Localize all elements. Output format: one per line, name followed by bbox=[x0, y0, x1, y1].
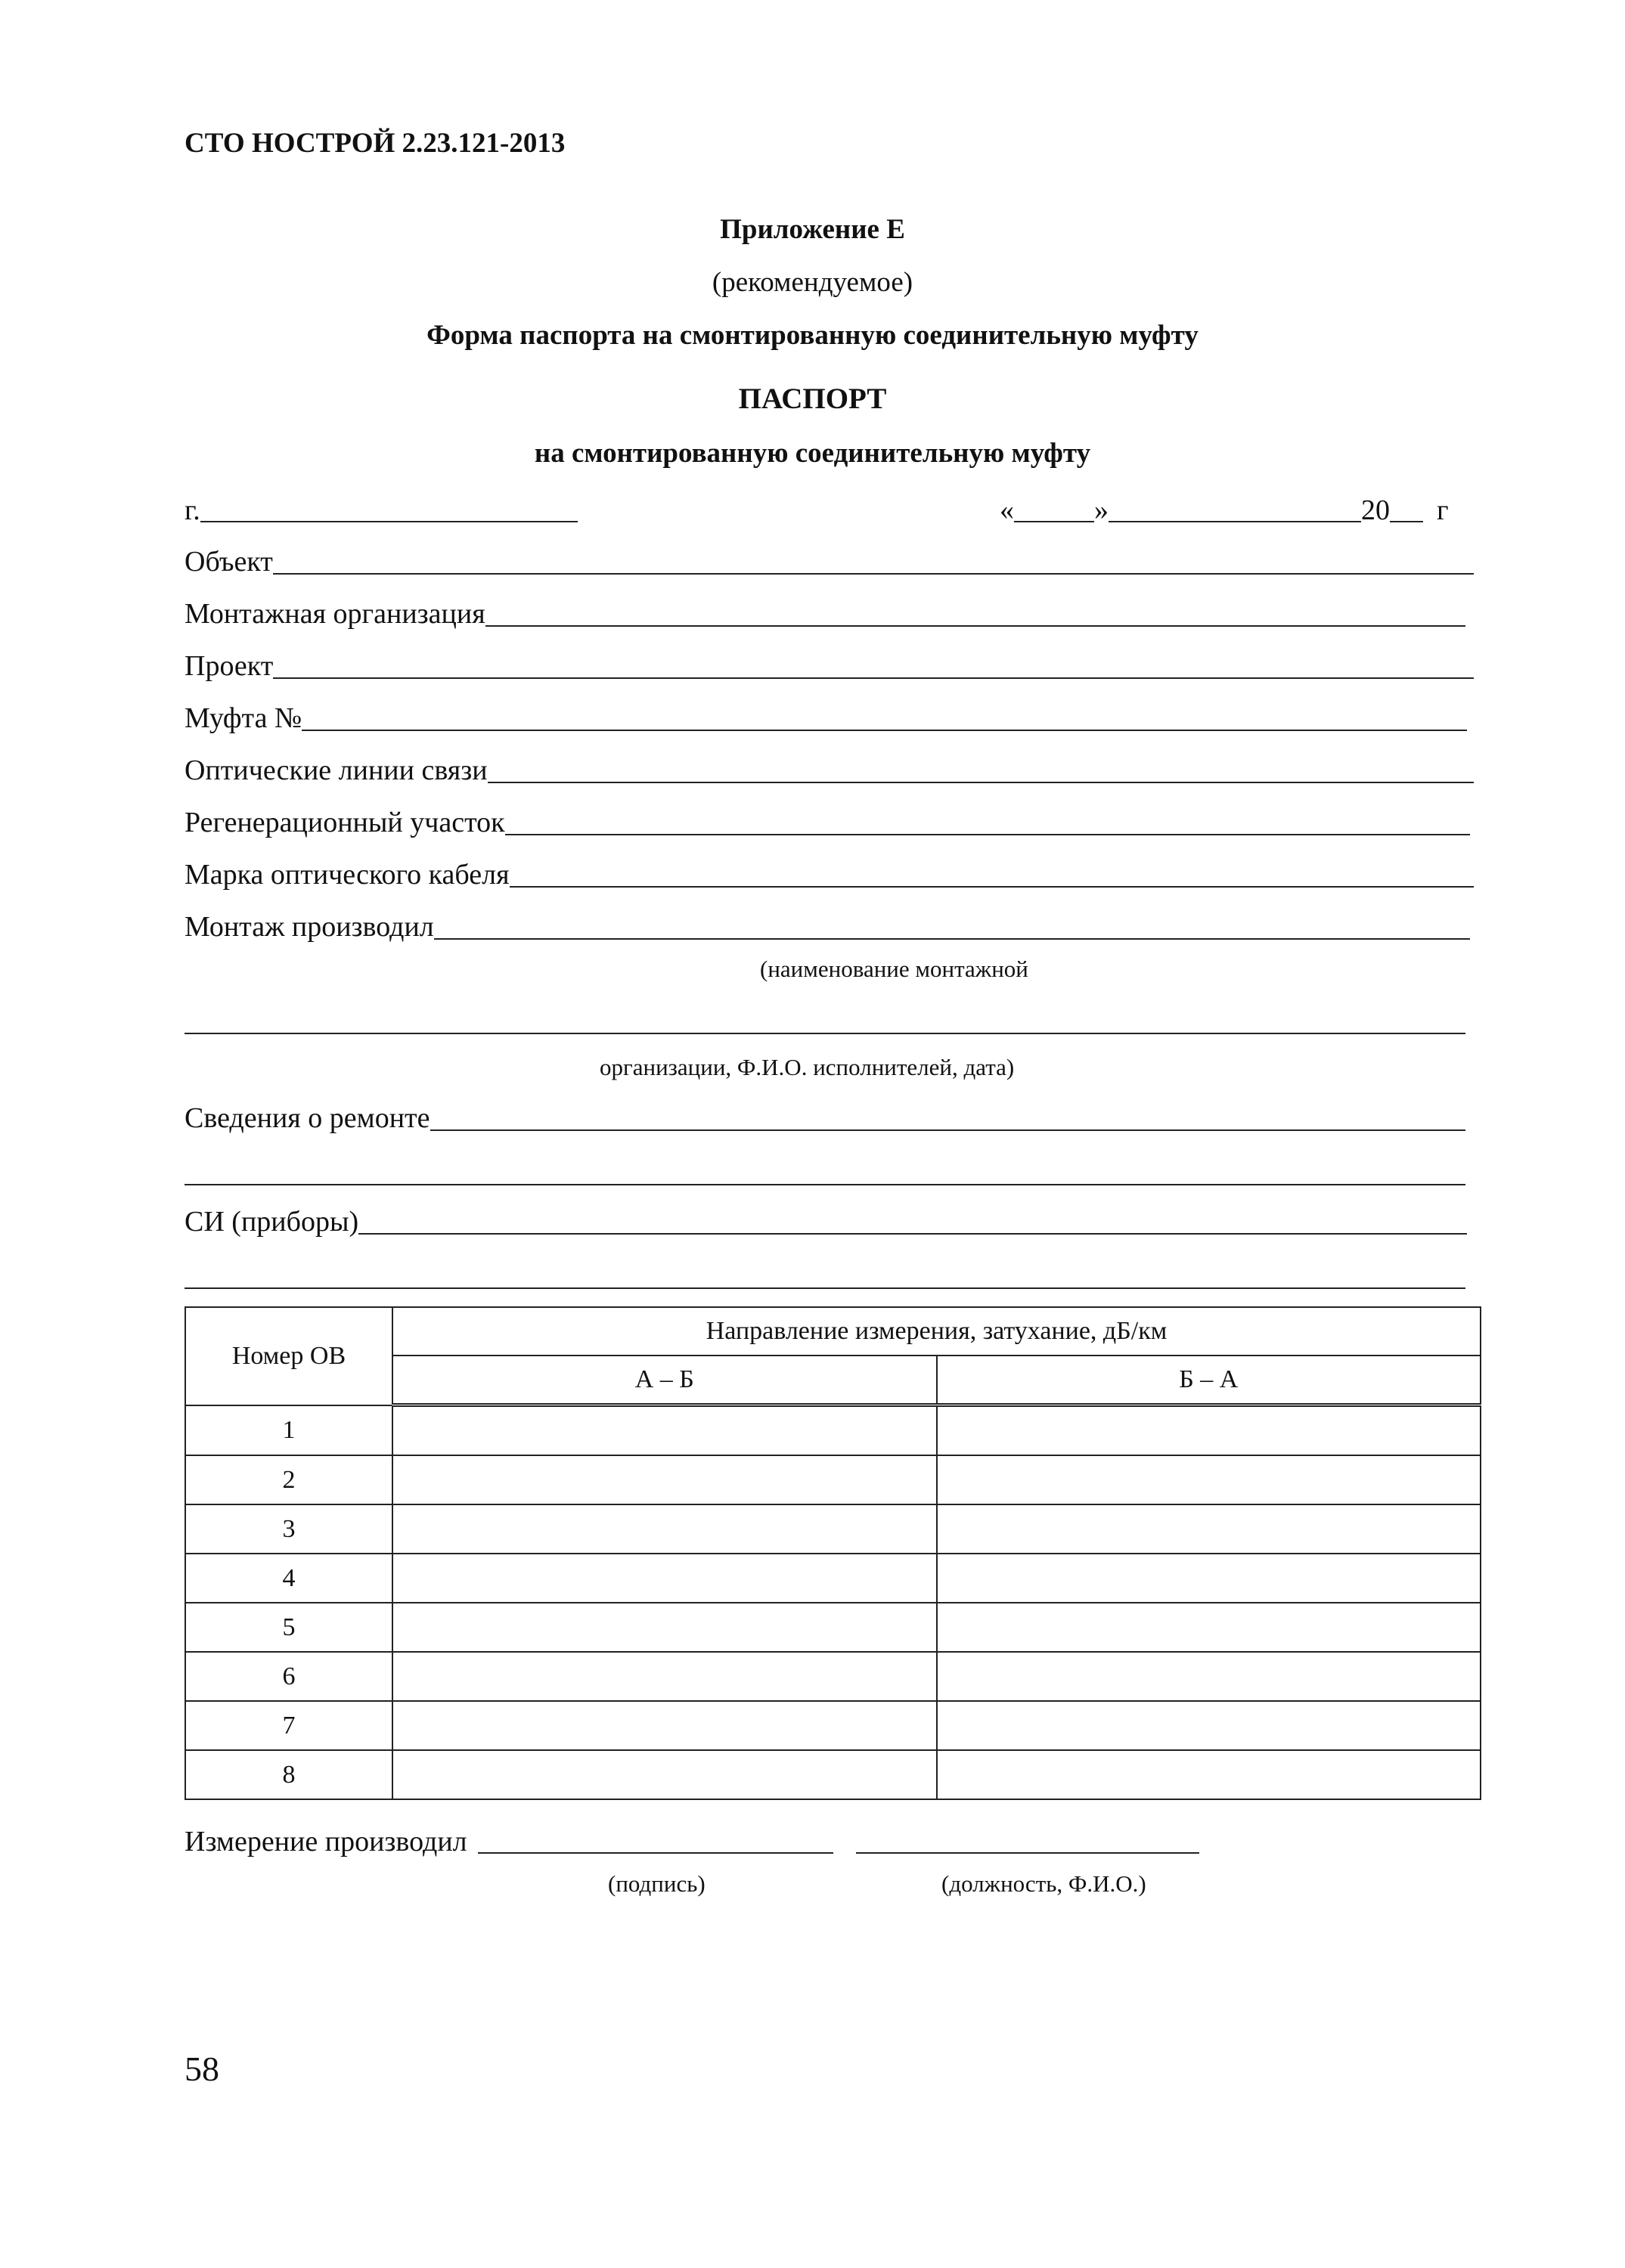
table-row bbox=[185, 1504, 1481, 1554]
mounting-org-line[interactable] bbox=[485, 625, 1465, 627]
fiber-number: 7 bbox=[185, 1701, 392, 1750]
mounted-by-line[interactable] bbox=[434, 938, 1470, 940]
passport-subtitle: на смонтированную соединительную муфту bbox=[534, 438, 1091, 469]
city-line[interactable] bbox=[200, 521, 578, 522]
ba-cell[interactable] bbox=[937, 1603, 1481, 1652]
cable-brand-line[interactable] bbox=[510, 886, 1474, 888]
table-row bbox=[185, 1750, 1481, 1799]
regen-section-field[interactable] bbox=[185, 802, 1470, 840]
cable-brand-field[interactable] bbox=[185, 854, 1474, 892]
fiber-number: 8 bbox=[185, 1750, 392, 1799]
measured-by-label: Измерение производил bbox=[185, 1826, 467, 1857]
mounting-org-field[interactable] bbox=[185, 593, 1465, 631]
fiber-number: 5 bbox=[185, 1603, 392, 1652]
ba-cell[interactable] bbox=[937, 1455, 1481, 1504]
date-open-quote: « bbox=[1000, 494, 1014, 526]
passport-title: ПАСПОРТ bbox=[738, 383, 887, 415]
ab-cell[interactable] bbox=[392, 1750, 937, 1799]
ba-cell[interactable] bbox=[937, 1554, 1481, 1603]
signature-line[interactable] bbox=[478, 1852, 833, 1854]
project-line[interactable] bbox=[273, 677, 1474, 679]
table-row bbox=[185, 1701, 1481, 1750]
project-field[interactable] bbox=[185, 646, 1474, 683]
date-year-prefix: 20 bbox=[1361, 494, 1390, 526]
city-prefix: г. bbox=[185, 494, 200, 526]
col-direction-header: Направление измерения, затухание, дБ/км bbox=[392, 1307, 1481, 1356]
page-number: 58 bbox=[185, 2050, 219, 2088]
ab-cell[interactable] bbox=[392, 1701, 937, 1750]
col-number-header: Номер ОВ bbox=[185, 1307, 392, 1405]
ab-cell[interactable] bbox=[392, 1554, 937, 1603]
repair-info-field[interactable] bbox=[185, 1098, 1465, 1136]
appendix-title: Приложение Е bbox=[720, 214, 905, 245]
fiber-number: 4 bbox=[185, 1554, 392, 1603]
regen-section-label: Регенерационный участок bbox=[185, 807, 505, 838]
project-label: Проект bbox=[185, 650, 274, 682]
fiber-number: 3 bbox=[185, 1504, 392, 1554]
ab-cell[interactable] bbox=[392, 1455, 937, 1504]
object-label: Объект bbox=[185, 546, 273, 578]
fiber-number: 2 bbox=[185, 1455, 392, 1504]
ba-cell[interactable] bbox=[937, 1701, 1481, 1750]
ba-cell[interactable] bbox=[937, 1750, 1481, 1799]
table-row bbox=[185, 1652, 1481, 1701]
measured-by-field[interactable] bbox=[185, 1820, 1199, 1858]
ba-cell[interactable] bbox=[937, 1504, 1481, 1554]
ab-cell[interactable] bbox=[392, 1504, 937, 1554]
mounted-by-line-2[interactable] bbox=[185, 1033, 1465, 1034]
table-row bbox=[185, 1554, 1481, 1603]
ab-cell[interactable] bbox=[392, 1603, 937, 1652]
repair-info-line[interactable] bbox=[430, 1129, 1465, 1131]
ba-cell[interactable] bbox=[937, 1405, 1481, 1456]
repair-info-line-2[interactable] bbox=[185, 1184, 1465, 1185]
table-row bbox=[185, 1405, 1481, 1456]
optical-lines-line[interactable] bbox=[488, 782, 1474, 783]
ba-cell[interactable] bbox=[937, 1652, 1481, 1701]
signature-hint: (подпись) bbox=[608, 1870, 706, 1897]
mounted-by-hint-2: организации, Ф.И.О. исполнителей, дата) bbox=[600, 1054, 1015, 1080]
form-title: Форма паспорта на смонтированную соединительную муфту bbox=[426, 320, 1199, 351]
coupling-no-line[interactable] bbox=[302, 730, 1467, 731]
instruments-label: СИ (приборы) bbox=[185, 1206, 359, 1238]
ab-cell[interactable] bbox=[392, 1405, 937, 1456]
fiber-number: 6 bbox=[185, 1652, 392, 1701]
mounted-by-field[interactable] bbox=[185, 906, 1470, 944]
col-ab-header: А – Б bbox=[392, 1356, 937, 1405]
date-year-suffix: г bbox=[1437, 494, 1449, 526]
date-close-quote: » bbox=[1094, 494, 1109, 526]
mounted-by-label: Монтаж производил bbox=[185, 911, 434, 943]
optical-lines-label: Оптические линии связи bbox=[185, 754, 488, 786]
fiber-number: 1 bbox=[185, 1405, 392, 1456]
mounting-org-label: Монтажная организация bbox=[185, 598, 485, 630]
regen-section-line[interactable] bbox=[505, 834, 1470, 835]
ab-cell[interactable] bbox=[392, 1652, 937, 1701]
instruments-line[interactable] bbox=[358, 1233, 1467, 1235]
document-code: СТО НОСТРОЙ 2.23.121-2013 bbox=[185, 128, 566, 159]
position-hint: (должность, Ф.И.О.) bbox=[941, 1870, 1146, 1897]
cable-brand-label: Марка оптического кабеля bbox=[185, 859, 510, 891]
coupling-no-field[interactable] bbox=[185, 698, 1467, 736]
instruments-field[interactable] bbox=[185, 1201, 1467, 1239]
object-field[interactable] bbox=[185, 541, 1474, 579]
date-day-line[interactable] bbox=[1014, 521, 1094, 522]
appendix-status: (рекомендуемое) bbox=[712, 267, 913, 298]
instruments-line-2[interactable] bbox=[185, 1287, 1465, 1289]
position-line[interactable] bbox=[856, 1852, 1199, 1854]
coupling-no-label: Муфта № bbox=[185, 702, 302, 734]
city-field[interactable] bbox=[185, 489, 578, 527]
optical-lines-field[interactable] bbox=[185, 750, 1474, 788]
repair-info-label: Сведения о ремонте bbox=[185, 1102, 430, 1134]
date-field[interactable] bbox=[1000, 489, 1449, 527]
mounted-by-hint-1: (наименование монтажной bbox=[760, 956, 1028, 982]
date-year-line[interactable] bbox=[1390, 521, 1423, 522]
measurement-table bbox=[185, 1306, 1481, 1800]
object-line[interactable] bbox=[273, 573, 1474, 575]
date-month-line[interactable] bbox=[1109, 521, 1361, 522]
col-ba-header: Б – А bbox=[937, 1356, 1481, 1405]
table-row bbox=[185, 1455, 1481, 1504]
table-row bbox=[185, 1603, 1481, 1652]
